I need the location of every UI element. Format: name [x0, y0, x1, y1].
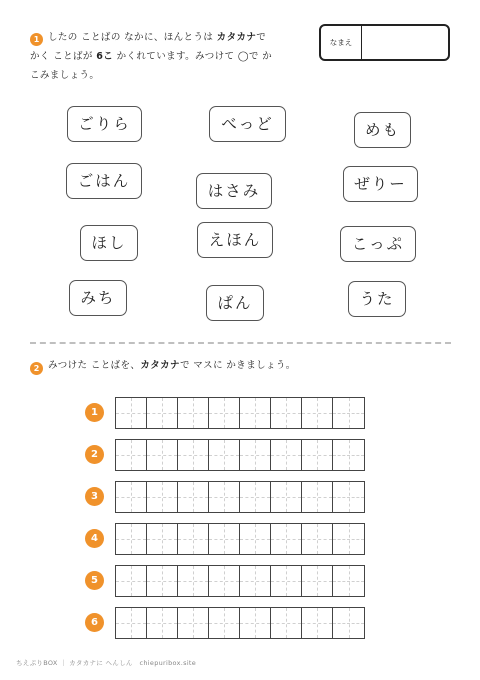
grid-cell[interactable] — [116, 482, 147, 512]
section-1-instructions — [48, 28, 318, 47]
grid-cell[interactable] — [333, 482, 364, 512]
word-card[interactable]: えほん — [197, 222, 273, 258]
instr-line2-end: かくれています。みつけて ◯で か — [113, 51, 273, 62]
name-label: なまえ — [321, 26, 362, 59]
section-2-bold: カタカナ — [140, 360, 180, 371]
grid-cell[interactable] — [178, 608, 209, 638]
grid-cell[interactable] — [147, 608, 178, 638]
grid-cell[interactable] — [209, 566, 240, 596]
section-2-text-end: で マスに かきましょう。 — [179, 360, 296, 371]
answer-grid[interactable] — [115, 397, 365, 429]
section-2-text: みつけた ことばを、 — [48, 360, 141, 371]
grid-cell[interactable] — [116, 398, 147, 428]
answer-grid[interactable] — [115, 607, 365, 639]
grid-cell[interactable] — [271, 608, 302, 638]
section-1-instructions-3: こみましょう。 — [30, 70, 100, 81]
word-card[interactable]: ごりら — [67, 106, 142, 142]
grid-cell[interactable] — [271, 482, 302, 512]
grid-cell[interactable] — [302, 608, 333, 638]
answer-row-badge: 5 — [85, 571, 104, 590]
section-2-instructions — [48, 356, 428, 375]
grid-cell[interactable] — [240, 524, 271, 554]
grid-cell[interactable] — [178, 566, 209, 596]
grid-cell[interactable] — [116, 608, 147, 638]
grid-cell[interactable] — [240, 566, 271, 596]
grid-cell[interactable] — [178, 440, 209, 470]
grid-cell[interactable] — [240, 440, 271, 470]
footer-credit: ちえぷりBOX ｜ カタカナに へんしん chiepuribox.site — [16, 659, 197, 667]
section-2-badge: 2 — [30, 362, 43, 375]
section-divider — [30, 342, 451, 344]
instr-line2-text: かく ことばが — [30, 51, 97, 62]
word-card[interactable]: はさみ — [196, 173, 272, 209]
grid-cell[interactable] — [116, 440, 147, 470]
grid-cell[interactable] — [302, 482, 333, 512]
grid-cell[interactable] — [209, 398, 240, 428]
instr-line1-end: で — [256, 32, 267, 43]
name-box — [319, 24, 450, 61]
section-1-instructions-2 — [30, 47, 320, 66]
answer-grid[interactable] — [115, 481, 365, 513]
grid-cell[interactable] — [333, 608, 364, 638]
grid-cell[interactable] — [209, 440, 240, 470]
answer-row-badge: 3 — [85, 487, 104, 506]
grid-cell[interactable] — [209, 524, 240, 554]
grid-cell[interactable] — [240, 398, 271, 428]
word-card[interactable]: ほし — [80, 225, 138, 261]
word-card[interactable]: こっぷ — [340, 226, 416, 262]
answer-row-badge: 2 — [85, 445, 104, 464]
grid-cell[interactable] — [116, 524, 147, 554]
word-card[interactable]: べっど — [209, 106, 286, 142]
word-card[interactable]: めも — [354, 112, 411, 148]
answer-row-badge: 4 — [85, 529, 104, 548]
instr-line2-bold: 6こ — [96, 51, 114, 62]
word-card[interactable]: うた — [348, 281, 406, 317]
grid-cell[interactable] — [271, 524, 302, 554]
answer-grid[interactable] — [115, 439, 365, 471]
grid-cell[interactable] — [178, 524, 209, 554]
grid-cell[interactable] — [240, 482, 271, 512]
grid-cell[interactable] — [147, 398, 178, 428]
answer-grid[interactable] — [115, 565, 365, 597]
grid-cell[interactable] — [333, 524, 364, 554]
section-1-badge: 1 — [30, 33, 43, 46]
answer-row-badge: 6 — [85, 613, 104, 632]
grid-cell[interactable] — [147, 482, 178, 512]
grid-cell[interactable] — [209, 482, 240, 512]
name-input-area[interactable] — [362, 26, 448, 59]
word-card[interactable]: ごはん — [66, 163, 142, 199]
instr-line1-text: したの ことばの なかに、ほんとうは — [48, 32, 217, 43]
answer-row-badge: 1 — [85, 403, 104, 422]
grid-cell[interactable] — [302, 524, 333, 554]
grid-cell[interactable] — [333, 566, 364, 596]
grid-cell[interactable] — [178, 482, 209, 512]
grid-cell[interactable] — [333, 398, 364, 428]
grid-cell[interactable] — [271, 440, 302, 470]
grid-cell[interactable] — [302, 398, 333, 428]
grid-cell[interactable] — [147, 566, 178, 596]
word-card[interactable]: ぱん — [206, 285, 264, 321]
instr-line1-bold: カタカナ — [216, 32, 257, 43]
grid-cell[interactable] — [147, 524, 178, 554]
word-card[interactable]: みち — [69, 280, 127, 316]
word-card[interactable]: ぜりー — [343, 166, 418, 202]
grid-cell[interactable] — [271, 566, 302, 596]
grid-cell[interactable] — [302, 440, 333, 470]
grid-cell[interactable] — [116, 566, 147, 596]
grid-cell[interactable] — [333, 440, 364, 470]
grid-cell[interactable] — [271, 398, 302, 428]
grid-cell[interactable] — [240, 608, 271, 638]
grid-cell[interactable] — [178, 398, 209, 428]
grid-cell[interactable] — [302, 566, 333, 596]
answer-grid[interactable] — [115, 523, 365, 555]
grid-cell[interactable] — [147, 440, 178, 470]
grid-cell[interactable] — [209, 608, 240, 638]
